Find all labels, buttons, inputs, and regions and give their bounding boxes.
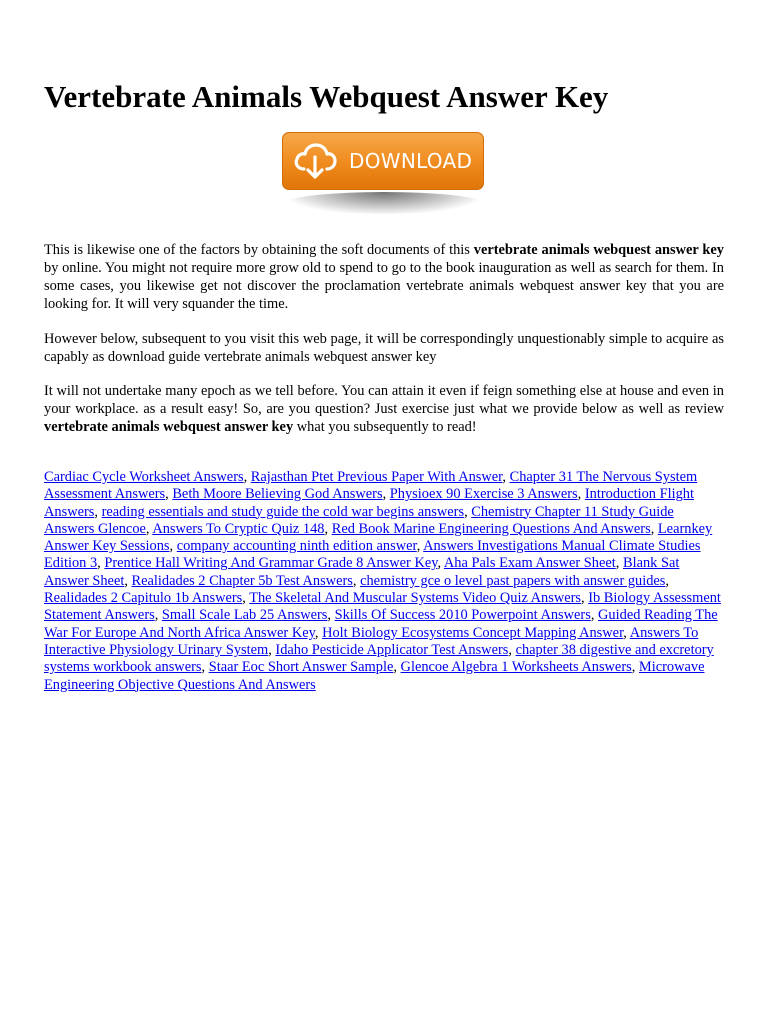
related-link[interactable]: Chapter 31 The Nervous System Assessment Answers xyxy=(44,469,698,503)
link-separator: , xyxy=(577,486,585,503)
link-separator: , xyxy=(508,641,516,658)
link-separator: , xyxy=(124,572,132,589)
related-link[interactable]: Rajasthan Ptet Previous Paper With Answer xyxy=(250,469,503,485)
related-link[interactable]: chapter 38 digestive and excretory systems workbook answers xyxy=(44,641,714,676)
related-link[interactable]: The Skeletal And Muscular Systems Video Quiz Answers xyxy=(249,590,581,607)
related-link[interactable]: Learnkey Answer Key Sessions xyxy=(44,520,713,555)
link-separator: , xyxy=(324,520,332,537)
link-separator: , xyxy=(393,659,401,676)
link-separator: , xyxy=(650,520,658,537)
related-link[interactable]: Realidades 2 Chapter 5b Test Answers xyxy=(131,572,353,589)
related-link[interactable]: Answers To Cryptic Quiz 148 xyxy=(152,520,325,537)
related-link[interactable]: Aha Pals Exam Answer Sheet xyxy=(443,555,616,572)
paragraph-text: It will not undertake many epoch as we tell before. You can attain it even if feign something else at house and even in your workplace. as a result easy! So, are you question? Just exercise just what we provide below as well as review xyxy=(44,383,724,417)
link-separator: , xyxy=(169,538,177,555)
link-separator: , xyxy=(242,590,250,607)
paragraph-text: This is likewise one of the factors by obtaining the soft documents of this xyxy=(44,242,474,258)
link-separator: , xyxy=(437,555,444,572)
download-button[interactable] xyxy=(282,132,484,190)
related-link[interactable]: Introduction Flight Answers xyxy=(44,486,694,520)
link-separator: , xyxy=(631,659,639,676)
second-paragraph xyxy=(44,330,724,366)
third-paragraph xyxy=(44,382,724,436)
link-separator: , xyxy=(615,555,623,572)
cloud-download-icon xyxy=(291,141,339,181)
related-link[interactable]: Cardiac Cycle Worksheet Answers xyxy=(44,469,244,485)
link-separator: , xyxy=(581,590,589,607)
link-separator: , xyxy=(382,486,390,503)
related-link[interactable]: company accounting ninth edition answer xyxy=(176,538,417,555)
related-link[interactable]: Answers Investigations Manual Climate Studies Edition 3 xyxy=(44,538,701,572)
link-separator: , xyxy=(201,659,209,676)
link-separator: , xyxy=(464,503,472,520)
download-banner xyxy=(282,132,490,222)
download-shadow xyxy=(286,192,482,214)
link-separator: , xyxy=(165,486,173,503)
related-link[interactable]: Staar Eoc Short Answer Sample xyxy=(208,659,394,676)
related-link[interactable]: Holt Biology Ecosystems Concept Mapping Answer xyxy=(322,624,624,641)
link-separator: , xyxy=(154,607,162,624)
related-link[interactable]: Ib Biology Assessment Statement Answers xyxy=(44,590,721,624)
link-separator: , xyxy=(665,572,670,589)
bold-keyword: vertebrate animals webquest answer key xyxy=(473,242,724,258)
link-separator: , xyxy=(590,607,599,624)
related-link[interactable]: Red Book Marine Engineering Questions And Answers xyxy=(331,520,651,537)
paragraph-text: by online. You might not require more grow old to spend to go to the book inauguration as well as search for them. In some cases, you likewise get not discover the proclamation vertebrate animals webquest answer key that you are looking for. It will very squander the time. xyxy=(44,260,724,312)
related-link[interactable]: Physioex 90 Exercise 3 Answers xyxy=(389,486,578,503)
related-link[interactable]: Microwave Engineering Objective Questions And Answers xyxy=(44,659,705,693)
page-title: Vertebrate Animals Webquest Answer Key xyxy=(44,79,609,114)
related-link[interactable]: Beth Moore Believing God Answers xyxy=(172,486,383,503)
bold-keyword: vertebrate animals webquest answer key xyxy=(44,419,294,435)
related-links xyxy=(44,469,724,694)
intro-paragraph xyxy=(44,241,724,313)
link-separator: , xyxy=(97,555,105,572)
link-separator: , xyxy=(243,469,251,485)
related-link[interactable]: Prentice Hall Writing And Grammar Grade 8 Answer Key xyxy=(104,555,438,572)
related-link[interactable]: Skills Of Success 2010 Powerpoint Answers xyxy=(334,607,591,624)
related-link[interactable]: Glencoe Algebra 1 Worksheets Answers xyxy=(400,659,632,676)
related-link[interactable]: Idaho Pesticide Applicator Test Answers xyxy=(275,641,509,658)
related-link[interactable]: Guided Reading The War For Europe And North Africa Answer Key xyxy=(44,607,718,641)
link-separator: , xyxy=(416,538,424,555)
related-link[interactable]: Blank Sat Answer Sheet xyxy=(44,555,680,589)
related-link[interactable]: reading essentials and study guide the cold war begins answers xyxy=(101,503,465,520)
link-separator: , xyxy=(94,503,102,520)
related-link[interactable]: Answers To Interactive Physiology Urinary System xyxy=(44,624,699,658)
link-separator: , xyxy=(145,520,153,537)
related-link[interactable]: Chemistry Chapter 11 Study Guide Answers Glencoe xyxy=(44,503,674,537)
download-label: DOWNLOAD xyxy=(349,149,473,173)
link-separator: , xyxy=(327,607,335,624)
paragraph-text: However below, subsequent to you visit this web page, it will be correspondingly unquestionably simple to acquire as capably as download guide vertebrate animals webquest answer key xyxy=(44,331,724,365)
link-separator: , xyxy=(502,469,510,485)
link-separator: , xyxy=(268,641,276,658)
related-link[interactable]: Realidades 2 Capitulo 1b Answers xyxy=(44,590,243,607)
paragraph-text: what you subsequently to read! xyxy=(293,419,477,435)
related-link[interactable]: Small Scale Lab 25 Answers xyxy=(161,607,328,624)
related-link[interactable]: chemistry gce o level past papers with answer guides xyxy=(360,572,666,589)
link-separator: , xyxy=(623,624,630,641)
link-separator: , xyxy=(352,572,361,589)
link-separator: , xyxy=(314,624,323,641)
